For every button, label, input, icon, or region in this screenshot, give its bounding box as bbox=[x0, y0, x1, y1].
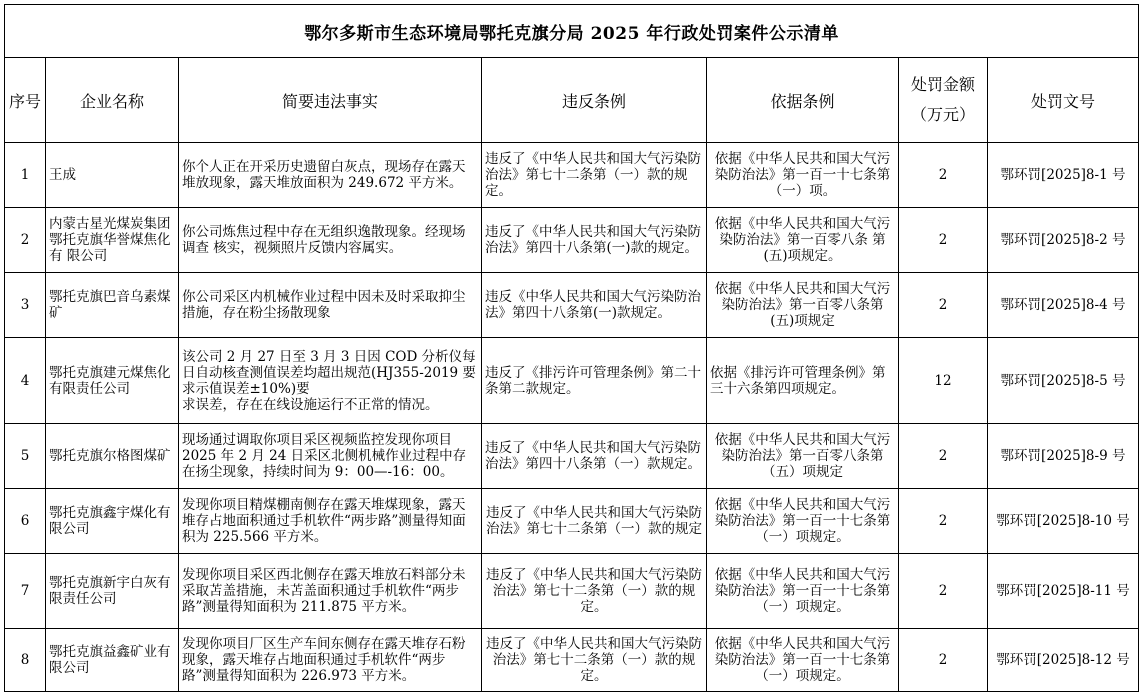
penalty-list-document bbox=[4, 4, 1139, 692]
cell-no: 5 bbox=[5, 424, 46, 489]
cell-amount: 2 bbox=[899, 273, 988, 338]
cell-amount: 2 bbox=[899, 489, 988, 554]
cell-company: 王成 bbox=[46, 143, 179, 208]
cell-doc: 鄂环罚[2025]8-1 号 bbox=[988, 143, 1139, 208]
header-amount-line1: 处罚金额 bbox=[910, 75, 975, 94]
header-amount-line2: （万元） bbox=[910, 105, 975, 124]
cell-facts: 你个人正在开采历史遗留白灰点，现场存在露天堆放现象，露天堆放面积为 249.672 平方米。 bbox=[179, 143, 482, 208]
cell-amount: 2 bbox=[899, 554, 988, 629]
header-violated: 违反条例 bbox=[482, 58, 707, 143]
cell-doc: 鄂环罚[2025]8-9 号 bbox=[988, 424, 1139, 489]
cell-facts: 该公司 2 月 27 日至 3 月 3 日因 COD 分析仪每日自动核查测值误差均超出规范(HJ355-2019 要求示值误差±10%)要 求误差，存在在线设施运行不正常的情况。 bbox=[179, 338, 482, 424]
cell-company: 鄂托克旗建元煤焦化有限责任公司 bbox=[46, 338, 179, 424]
cell-basis: 依据《中华人民共和国大气污染防治法》第一百一十七条第（一）项。 bbox=[707, 143, 899, 208]
cell-no: 7 bbox=[5, 554, 46, 629]
cell-doc: 鄂环罚[2025]8-5 号 bbox=[988, 338, 1139, 424]
document-title: 鄂尔多斯市生态环境局鄂托克旗分局 2025 年行政处罚案件公示清单 bbox=[5, 5, 1139, 58]
cell-facts: 发现你项目精煤棚南侧存在露天堆煤现象，露天堆存占地面积通过手机软件“两步路”测量得知面积为 225.566 平方米。 bbox=[179, 489, 482, 554]
cell-doc: 鄂环罚[2025]8-10 号 bbox=[988, 489, 1139, 554]
cell-basis: 依据《中华人民共和国大气污染防治法》第一百一十七条第（一）项规定。 bbox=[707, 489, 899, 554]
cell-no: 2 bbox=[5, 208, 46, 273]
cell-amount: 2 bbox=[899, 208, 988, 273]
header-no: 序号 bbox=[5, 58, 46, 143]
cell-no: 6 bbox=[5, 489, 46, 554]
cell-basis: 依据《中华人民共和国大气污染防治法》第一百零八条第(五)项规定 bbox=[707, 273, 899, 338]
cell-doc: 鄂环罚[2025]8-4 号 bbox=[988, 273, 1139, 338]
cell-company: 内蒙古星光煤炭集团鄂托克旗华誉煤焦化有 限公司 bbox=[46, 208, 179, 273]
cell-no: 4 bbox=[5, 338, 46, 424]
table-row bbox=[5, 424, 1139, 489]
table-row bbox=[5, 489, 1139, 554]
header-doc: 处罚文号 bbox=[988, 58, 1139, 143]
cell-facts: 你公司采区内机械作业过程中因未及时采取抑尘措施，存在粉尘扬散现象 bbox=[179, 273, 482, 338]
cell-basis: 依据《中华人民共和国大气污染防治法》第一百一十七条第（一）项规定。 bbox=[707, 629, 899, 692]
cell-no: 3 bbox=[5, 273, 46, 338]
cell-violated: 违反了《中华人民共和国大气污染防治法》第七十二条第（一）款的规定 bbox=[482, 489, 707, 554]
cell-facts: 现场通过调取你项目采区视频监控发现你项目 2025 年 2 月 24 日采区北侧机械作业过程中存在扬尘现象，持续时间为 9：00—-16：00。 bbox=[179, 424, 482, 489]
cell-amount: 12 bbox=[899, 338, 988, 424]
cell-facts: 发现你项目厂区生产车间东侧存在露天堆存石粉现象，露天堆存占地面积通过手机软件“两步路”测量得知面积为 226.973 平方米。 bbox=[179, 629, 482, 692]
cell-doc: 鄂环罚[2025]8-2 号 bbox=[988, 208, 1139, 273]
cell-amount: 2 bbox=[899, 424, 988, 489]
cell-doc: 鄂环罚[2025]8-11 号 bbox=[988, 554, 1139, 629]
cell-no: 8 bbox=[5, 629, 46, 692]
table-header-row bbox=[5, 58, 1139, 143]
cell-violated: 违反了《中华人民共和国大气污染防治法》第七十二条第（一）款的规定。 bbox=[482, 143, 707, 208]
cell-company: 鄂托克旗鑫宇煤化有限公司 bbox=[46, 489, 179, 554]
cell-basis: 依据《中华人民共和国大气污染防治法》第一百零八条第（五）项规定 bbox=[707, 424, 899, 489]
table-row bbox=[5, 338, 1139, 424]
cell-violated: 违反了《中华人民共和国大气污染防 治法》第四十八条第(一)款的规定。 bbox=[482, 208, 707, 273]
header-basis: 依据条例 bbox=[707, 58, 899, 143]
cell-amount: 2 bbox=[899, 629, 988, 692]
cell-company: 鄂托克旗新宇白灰有限责任公司 bbox=[46, 554, 179, 629]
header-facts: 简要违法事实 bbox=[179, 58, 482, 143]
cell-no: 1 bbox=[5, 143, 46, 208]
penalty-table bbox=[4, 4, 1139, 692]
cell-basis: 依据《中华人民共和国大气污染防治法》第一百一十七条第（一）项规定。 bbox=[707, 554, 899, 629]
table-row bbox=[5, 208, 1139, 273]
cell-amount: 2 bbox=[899, 143, 988, 208]
table-row bbox=[5, 273, 1139, 338]
cell-basis: 依据《排污许可管理条例》第三十六条第四项规定。 bbox=[707, 338, 899, 424]
cell-facts: 你公司炼焦过程中存在无组织逸散现象。经现场调查 核实，视频照片反馈内容属实。 bbox=[179, 208, 482, 273]
cell-violated: 违反了《排污许可管理条例》第二十条第二款规定。 bbox=[482, 338, 707, 424]
header-amount bbox=[899, 58, 988, 143]
cell-facts: 发现你项目采区西北侧存在露天堆放石料部分未采取苫盖措施，未苫盖面积通过手机软件“两步路”测量得知面积为 211.875 平方米。 bbox=[179, 554, 482, 629]
cell-company: 鄂托克旗尔格图煤矿 bbox=[46, 424, 179, 489]
table-row bbox=[5, 629, 1139, 692]
cell-violated: 违反《中华人民共和国大气污染防治法》第四十八条第(一)款规定。 bbox=[482, 273, 707, 338]
cell-company: 鄂托克旗益鑫矿业有限公司 bbox=[46, 629, 179, 692]
header-company: 企业名称 bbox=[46, 58, 179, 143]
cell-violated: 违反了《中华人民共和国大气污染防治法》第四十八条第（一）款规定。 bbox=[482, 424, 707, 489]
cell-violated: 违反了《中华人民共和国大气污染防治法》第七十二条第（一）款的规定。 bbox=[482, 554, 707, 629]
cell-company: 鄂托克旗巴音乌素煤矿 bbox=[46, 273, 179, 338]
table-row bbox=[5, 554, 1139, 629]
table-row bbox=[5, 143, 1139, 208]
cell-doc: 鄂环罚[2025]8-12 号 bbox=[988, 629, 1139, 692]
cell-basis: 依据《中华人民共和国大气污染防治法》第一百零八条 第(五)项规定。 bbox=[707, 208, 899, 273]
cell-violated: 违反了《中华人民共和国大气污染防治法》第七十二条第（一）款的规定。 bbox=[482, 629, 707, 692]
